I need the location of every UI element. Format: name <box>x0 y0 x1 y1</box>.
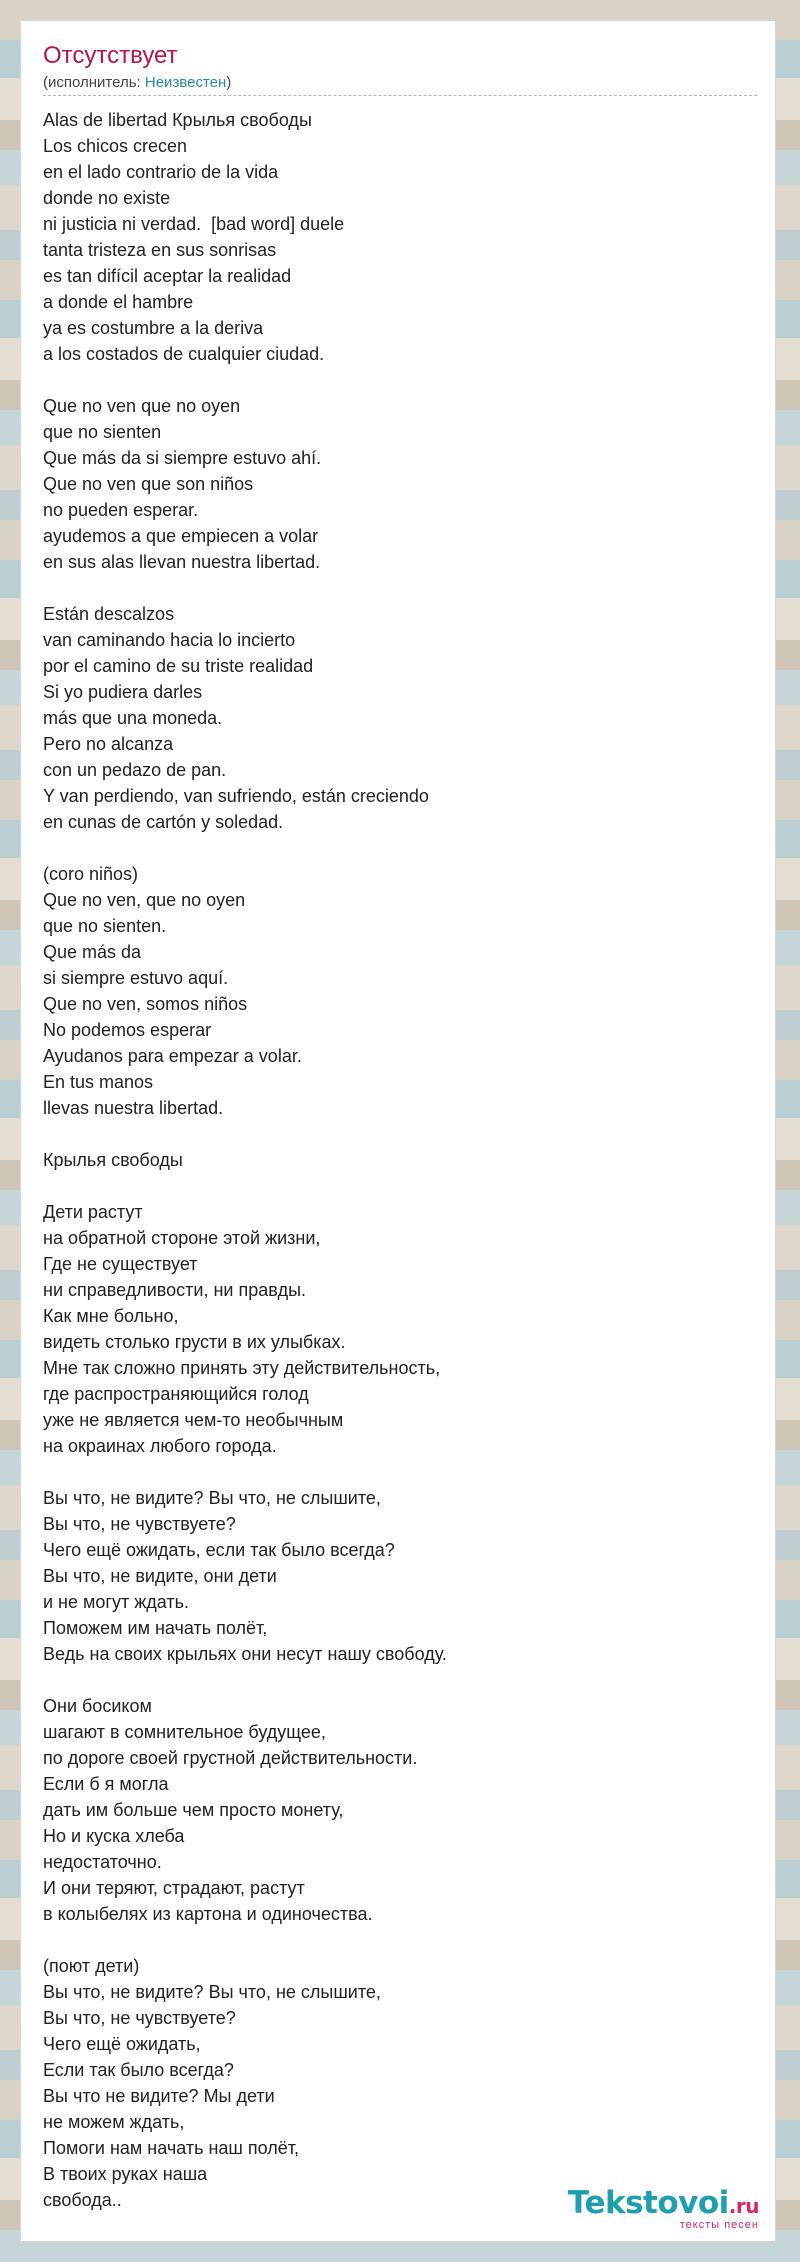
artist-prefix: (исполнитель: <box>43 74 145 91</box>
lyric-line: Вы что, не чувствуете? <box>43 2008 236 2028</box>
lyric-line: es tan difícil aceptar la realidad <box>43 266 292 286</box>
lyric-line: (coro niños) <box>43 864 139 884</box>
logo-brand: Tekstovoi <box>567 2185 729 2221</box>
lyric-line: Que más da <box>43 942 142 962</box>
lyric-line: llevas nuestra libertad. <box>43 1098 224 1118</box>
lyrics-card <box>20 20 776 2242</box>
lyric-line: a los costados de cualquier ciudad. <box>43 344 325 364</box>
lyric-line: Вы что, не чувствуете? <box>43 1514 236 1534</box>
lyric-line: Que no ven, que no oyen <box>43 890 246 910</box>
right-striped-border <box>780 0 800 2262</box>
lyric-line: a donde el hambre <box>43 292 194 312</box>
artist-suffix: ) <box>226 74 232 91</box>
artist-link[interactable]: Неизвестен <box>144 74 227 91</box>
lyric-line: (поют дети) <box>43 1956 140 1976</box>
lyric-line: van caminando hacia lo incierto <box>43 630 296 650</box>
lyric-line: no pueden esperar. <box>43 500 199 520</box>
lyric-line: Que no ven que son niños <box>43 474 254 494</box>
lyric-line: по дороге своей грустной действительности. <box>43 1748 418 1768</box>
lyric-line: уже не является чем-то необычным <box>43 1410 344 1430</box>
lyric-line: Que no ven que no oyen <box>43 396 241 416</box>
song-title: Отсутствует <box>43 42 178 69</box>
lyric-line: на окраинах любого города. <box>43 1436 277 1456</box>
lyric-line: Que no ven, somos niños <box>43 994 248 1014</box>
lyric-line: que no sienten. <box>43 916 167 936</box>
lyric-line: Поможем им начать полёт, <box>43 1618 268 1638</box>
lyric-line <box>43 1667 757 1693</box>
lyric-line <box>43 1173 757 1199</box>
lyric-line: Y van perdiendo, van sufriendo, están creciendo <box>43 786 429 806</box>
lyric-line: Если так было всегда? <box>43 2060 234 2080</box>
lyric-line: ni justicia ni verdad. [bad word] duele <box>43 214 345 234</box>
lyric-line: Que más da si siempre estuvo ahí. <box>43 448 322 468</box>
lyrics-text <box>43 107 757 2213</box>
lyric-line: tanta tristeza en sus sonrisas <box>43 240 277 260</box>
lyric-line: В твоих руках наша <box>43 2164 208 2184</box>
lyric-line: En tus manos <box>43 1072 154 1092</box>
lyric-line: en sus alas llevan nuestra libertad. <box>43 552 321 572</box>
lyric-line: Si yo pudiera darles <box>43 682 203 702</box>
lyric-line: Как мне больно, <box>43 1306 179 1326</box>
lyric-line <box>43 1927 757 1953</box>
lyric-line: и не могут ждать. <box>43 1592 189 1612</box>
lyric-line: ya es costumbre a la deriva <box>43 318 264 338</box>
lyric-line: Чего ещё ожидать, если так было всегда? <box>43 1540 395 1560</box>
lyric-line: Alas de libertad Крылья свободы <box>43 110 312 130</box>
lyric-line: si siempre estuvo aquí. <box>43 968 229 988</box>
lyric-line: Вы что, не видите? Вы что, не слышите, <box>43 1982 381 2002</box>
lyric-line <box>43 835 757 861</box>
lyric-line: Но и куска хлеба <box>43 1826 185 1846</box>
lyric-line: Они босиком <box>43 1696 152 1716</box>
lyric-line: Если б я могла <box>43 1774 169 1794</box>
lyric-line <box>43 575 757 601</box>
lyric-line: con un pedazo de pan. <box>43 760 227 780</box>
lyric-line: видеть столько грусти в их улыбках. <box>43 1332 346 1352</box>
lyric-line: Где не существует <box>43 1254 198 1274</box>
lyric-line <box>43 1459 757 1485</box>
lyric-line: Los chicos crecen <box>43 136 188 156</box>
lyric-line: свобода.. <box>43 2190 122 2210</box>
artist-line <box>43 73 757 96</box>
lyric-line: Вы что, не видите, они дети <box>43 1566 277 1586</box>
lyric-line: que no sienten <box>43 422 162 442</box>
lyric-line: Ayudanos para empezar a volar. <box>43 1046 302 1066</box>
lyric-line: Дети растут <box>43 1202 143 1222</box>
logo-wordmark <box>568 2185 759 2221</box>
lyric-line: Están descalzos <box>43 604 175 624</box>
lyric-line: дать им больше чем просто монету, <box>43 1800 344 1820</box>
lyric-line: en el lado contrario de la vida <box>43 162 279 182</box>
lyric-line: Помоги нам начать наш полёт, <box>43 2138 299 2158</box>
lyric-line: не можем ждать, <box>43 2112 185 2132</box>
lyric-line: ayudemos a que empiecen a volar <box>43 526 319 546</box>
lyric-line: por el camino de su triste realidad <box>43 656 314 676</box>
lyric-line: ни справедливости, ни правды. <box>43 1280 307 1300</box>
logo-tld: .ru <box>728 2194 759 2218</box>
lyric-line: donde no existe <box>43 188 171 208</box>
lyric-line: Мне так сложно принять эту действительность, <box>43 1358 441 1378</box>
lyric-line: на обратной стороне этой жизни, <box>43 1228 321 1248</box>
lyric-line: Крылья свободы <box>43 1150 183 1170</box>
lyric-line: недостаточно. <box>43 1852 162 1872</box>
lyric-line: Вы что, не видите? Вы что, не слышите, <box>43 1488 381 1508</box>
lyric-line: Ведь на своих крыльях они несут нашу свободу. <box>43 1644 447 1664</box>
logo-tagline: тексты песен <box>679 2219 759 2231</box>
lyric-line: где распространяющийся голод <box>43 1384 309 1404</box>
lyric-line <box>43 1121 757 1147</box>
lyric-line <box>43 367 757 393</box>
lyric-line: шагают в сомнительное будущее, <box>43 1722 326 1742</box>
lyric-line: в колыбелях из картона и одиночества. <box>43 1904 373 1924</box>
lyric-line: И они теряют, страдают, растут <box>43 1878 305 1898</box>
lyric-line: más que una moneda. <box>43 708 223 728</box>
lyric-line: Вы что не видите? Мы дети <box>43 2086 275 2106</box>
lyric-line: No podemos esperar <box>43 1020 212 1040</box>
lyric-line: Pero no alcanza <box>43 734 174 754</box>
left-striped-border <box>0 0 20 2262</box>
lyric-line: en cunas de cartón y soledad. <box>43 812 284 832</box>
lyric-line: Чего ещё ожидать, <box>43 2034 201 2054</box>
site-logo[interactable] <box>541 2185 773 2231</box>
